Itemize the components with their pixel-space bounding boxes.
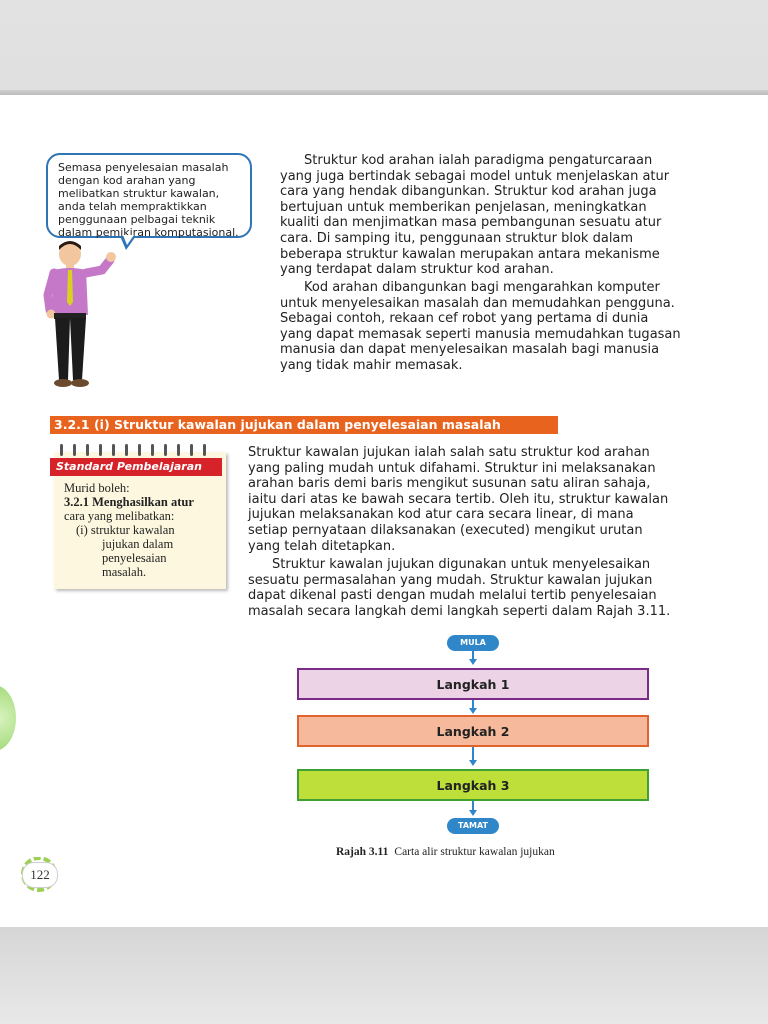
std-line: masalah. [102, 565, 147, 579]
binder-rings [60, 444, 220, 458]
arrow-down-icon [469, 708, 477, 714]
ring-icon [60, 444, 63, 456]
std-line: 3.2.1 Menghasilkan atur [64, 495, 194, 509]
text-line: sesuatu permasalahan yang mudah. Struktur kawalan jujukan [248, 572, 653, 588]
text-line: bertujuan untuk memberikan penjelasan, meningkatkan [280, 199, 647, 215]
text-line: Struktur kawalan jujukan digunakan untuk menyelesaikan [272, 557, 651, 572]
bubble-line: dalam pemikiran komputasional. [58, 226, 239, 239]
intro-paragraph-1 [280, 153, 698, 278]
text-line: kualiti dan menjimatkan masa pembangunan sesuatu atur [280, 215, 662, 231]
ring-icon [190, 444, 193, 456]
flow-start: MULA [447, 635, 499, 651]
ring-icon [151, 444, 154, 456]
ring-icon [125, 444, 128, 456]
flow-end: TAMAT [447, 818, 499, 834]
ring-icon [203, 444, 206, 456]
text-line: Struktur kawalan jujukan ialah salah satu struktur kod arahan [248, 445, 650, 460]
ring-icon [86, 444, 89, 456]
bottom-background [0, 927, 768, 1024]
flow-step-1: Langkah 1 [297, 668, 649, 700]
body-paragraph-2 [248, 557, 700, 619]
ring-icon [112, 444, 115, 456]
flow-step-3: Langkah 3 [297, 769, 649, 801]
text-line: dapat dikenal pasti dengan mudah melalui tertib penyelesaian [248, 588, 657, 604]
ring-icon [164, 444, 167, 456]
std-line: (i) struktur kawalan [76, 523, 175, 537]
flow-arrow [472, 747, 474, 761]
text-line: cara. Di samping itu, penggunaan struktur blok dalam [280, 230, 634, 246]
text-line: masalah secara langkah demi langkah seperti dalam Rajah 3.11. [248, 603, 671, 619]
page-number: 122 [22, 862, 58, 888]
bubble-line: Semasa penyelesaian masalah [58, 161, 229, 174]
std-line: jujukan dalam [102, 537, 174, 551]
teacher-illustration [40, 240, 130, 395]
flow-step-2: Langkah 2 [297, 715, 649, 747]
text-line: setiap pernyataan dilaksanakan (executed) mengikut urutan [248, 522, 643, 538]
bubble-line: penggunaan pelbagai teknik [58, 213, 216, 226]
ring-icon [138, 444, 141, 456]
bubble-line: melibatkan struktur kawalan, [58, 187, 220, 200]
ring-icon [177, 444, 180, 456]
text-line: Struktur kod arahan ialah paradigma pengaturcaraan [304, 153, 653, 168]
arrow-down-icon [469, 659, 477, 665]
textbook-page [0, 95, 768, 927]
ring-icon [99, 444, 102, 456]
text-line: yang telah ditetapkan. [248, 538, 396, 554]
speech-bubble [46, 153, 252, 238]
text-line: yang juga bertindak sebagai model untuk menjelaskan atur [280, 168, 670, 184]
body-paragraph-1 [248, 445, 700, 554]
std-line: Murid boleh: [64, 481, 130, 495]
figure-caption [336, 846, 656, 858]
std-line: penyelesaian [102, 551, 167, 565]
std-line: cara yang melibatkan: [64, 509, 175, 523]
bubble-line: dengan kod arahan yang [58, 174, 196, 187]
learning-standard-label: Standard Pembelajaran [50, 458, 222, 476]
text-line: yang tidak mahir memasak. [280, 357, 463, 373]
intro-paragraph-2 [280, 280, 698, 374]
section-heading: 3.2.1 (i) Struktur kawalan jujukan dalam penyelesaian masalah [50, 416, 558, 434]
text-line: Kod arahan dibangunkan bagi mengarahkan komputer [304, 280, 660, 295]
arrow-down-icon [469, 810, 477, 816]
caption-text: Carta alir struktur kawalan jujukan [394, 846, 555, 858]
text-line: cara yang hendak dibangunkan. Struktur kod arahan juga [280, 184, 657, 200]
text-line: arahan baris demi baris mengikut susunan satu aliran sahaja, [248, 476, 651, 492]
bubble-line: anda telah mempraktikkan [58, 200, 207, 213]
text-line: yang dapat memasak seperti manusia memudahkan tugasan [280, 326, 681, 342]
learning-standard-text [64, 481, 224, 579]
page-number-badge [18, 857, 64, 893]
text-line: manusia dan dapat menyelesaikan masalah bagi manusia [280, 342, 660, 358]
arrow-down-icon [469, 760, 477, 766]
ring-icon [73, 444, 76, 456]
text-line: yang terdapat dalam struktur kod arahan. [280, 262, 554, 278]
caption-label: Rajah 3.11 [336, 846, 389, 858]
side-tab [0, 685, 16, 751]
text-line: Sebagai contoh, rekaan cef robot yang pertama di dunia [280, 311, 649, 327]
text-line: yang paling mudah untuk difahami. Struktur ini melaksanakan [248, 460, 656, 476]
text-line: beberapa struktur kawalan merupakan antara mekanisme [280, 246, 660, 262]
text-line: jujukan melaksanakan kod atur cara secara linear, di mana [248, 507, 634, 523]
text-line: untuk menyelesaikan masalah dan memudahkan pengguna. [280, 295, 675, 311]
text-line: iaitu dari atas ke bawah secara tertib. Oleh itu, struktur kawalan [248, 491, 669, 507]
